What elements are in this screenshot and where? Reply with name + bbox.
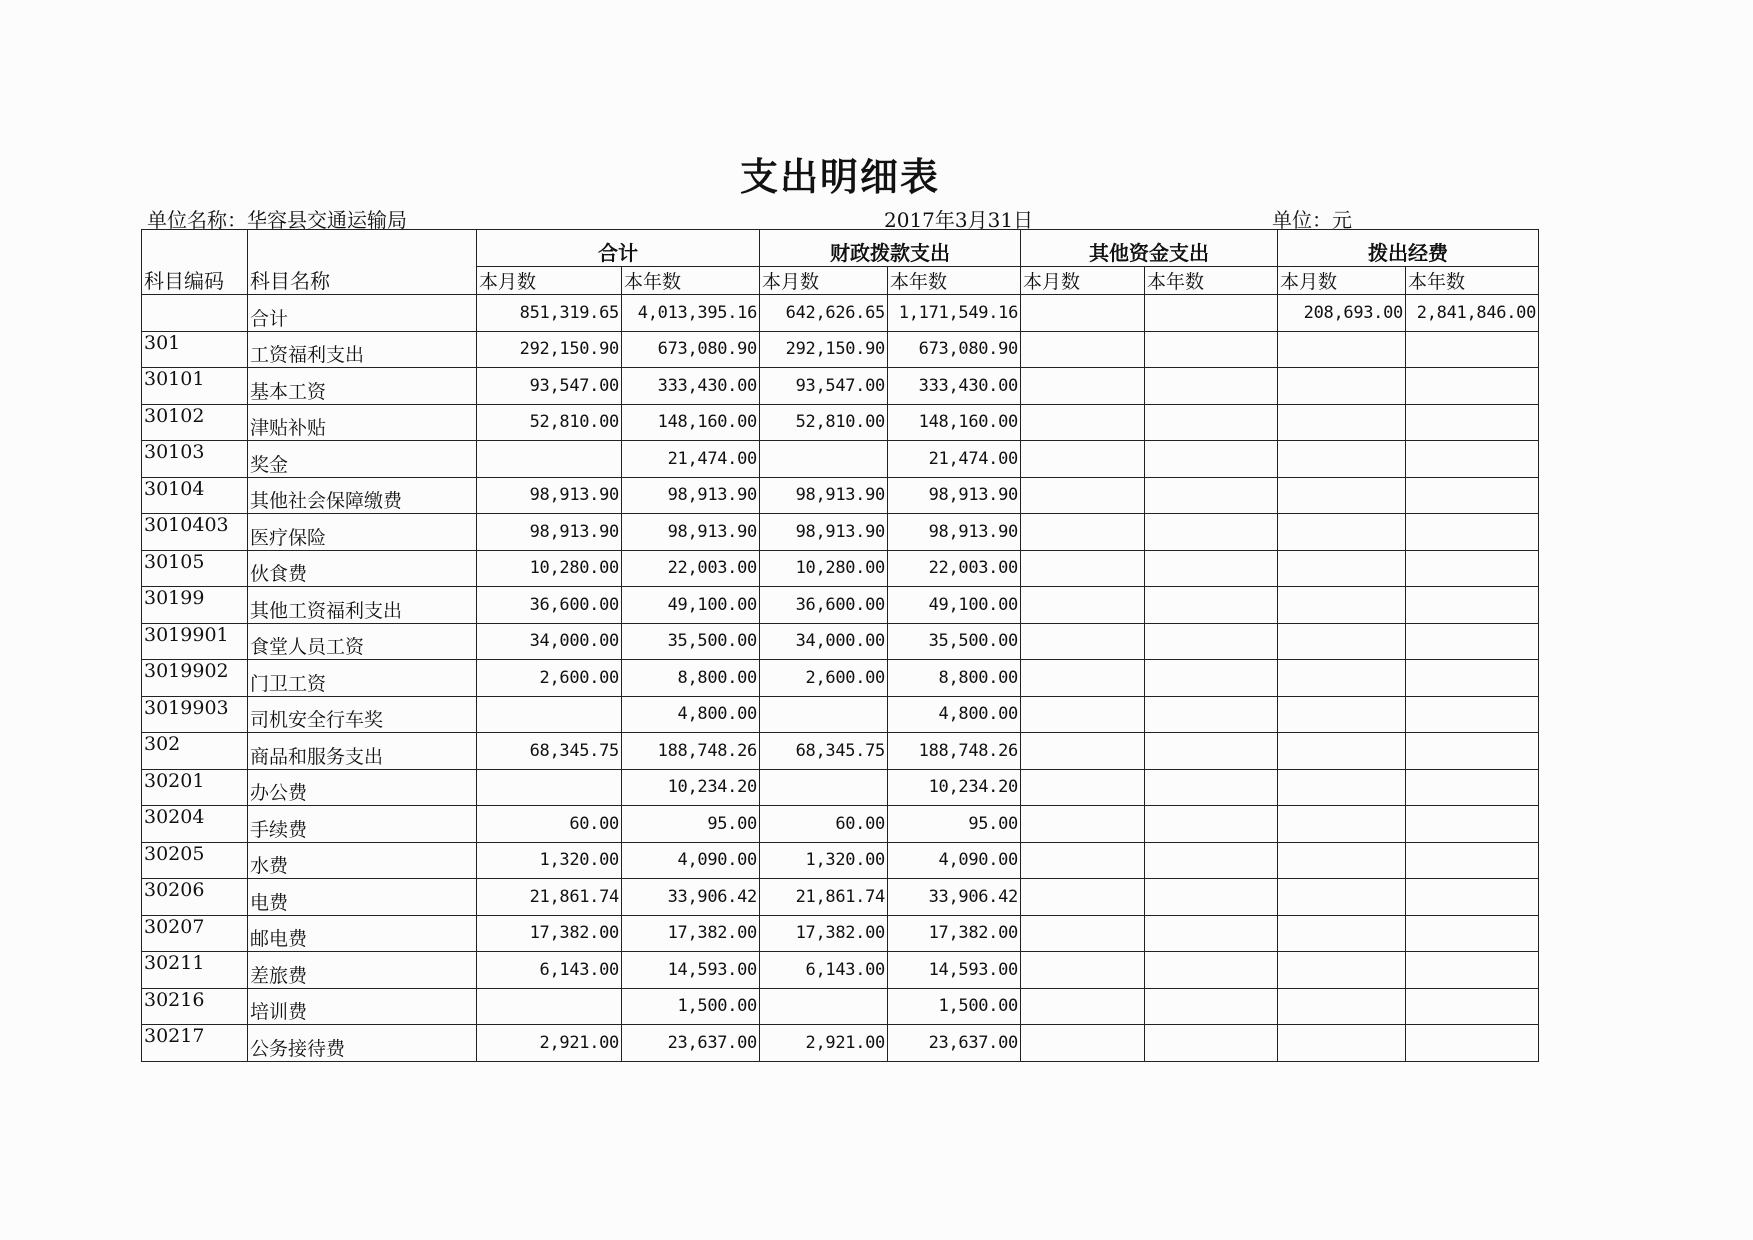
amount-cell: 4,090.00 <box>622 842 760 879</box>
subject-code-cell: 30205 <box>142 842 248 879</box>
header-group-allocated: 拨出经费 <box>1278 230 1539 267</box>
amount-cell <box>1021 623 1145 660</box>
currency-unit: 单位：元 <box>1272 208 1352 232</box>
amount-cell <box>1145 587 1278 624</box>
table-row <box>142 368 1539 405</box>
table-row <box>142 733 1539 770</box>
amount-cell: 333,430.00 <box>888 368 1021 405</box>
amount-cell <box>1406 441 1539 478</box>
amount-cell <box>1021 879 1145 916</box>
amount-cell: 52,810.00 <box>477 404 622 441</box>
amount-cell: 642,626.65 <box>760 295 888 332</box>
amount-cell <box>1406 806 1539 843</box>
amount-cell: 68,345.75 <box>760 733 888 770</box>
amount-cell: 98,913.90 <box>622 514 760 551</box>
amount-cell <box>760 769 888 806</box>
amount-cell: 34,000.00 <box>477 623 622 660</box>
amount-cell: 10,234.20 <box>622 769 760 806</box>
amount-cell <box>1406 769 1539 806</box>
header-year: 本年数 <box>1145 267 1278 295</box>
amount-cell <box>760 441 888 478</box>
amount-cell: 14,593.00 <box>622 952 760 989</box>
header-month: 本月数 <box>1021 267 1145 295</box>
amount-cell <box>1406 1025 1539 1062</box>
header-year: 本年数 <box>888 267 1021 295</box>
report-date: 2017年3月31日 <box>884 208 1034 232</box>
amount-cell: 2,600.00 <box>477 660 622 697</box>
amount-cell: 98,913.90 <box>477 514 622 551</box>
amount-cell: 2,600.00 <box>760 660 888 697</box>
amount-cell <box>1145 514 1278 551</box>
subject-code-cell: 301 <box>142 331 248 368</box>
amount-cell <box>1406 660 1539 697</box>
amount-cell <box>1145 404 1278 441</box>
amount-cell: 188,748.26 <box>622 733 760 770</box>
subject-name-cell: 手续费 <box>248 806 477 843</box>
amount-cell <box>1021 660 1145 697</box>
table-row <box>142 842 1539 879</box>
header-month: 本月数 <box>477 267 622 295</box>
header-group-fiscal: 财政拨款支出 <box>760 230 1021 267</box>
amount-cell: 8,800.00 <box>622 660 760 697</box>
amount-cell: 17,382.00 <box>622 915 760 952</box>
subject-code-cell: 3010403 <box>142 514 248 551</box>
header-year: 本年数 <box>622 267 760 295</box>
table-row <box>142 514 1539 551</box>
amount-cell: 21,861.74 <box>477 879 622 916</box>
amount-cell: 93,547.00 <box>477 368 622 405</box>
amount-cell: 21,474.00 <box>622 441 760 478</box>
amount-cell <box>760 988 888 1025</box>
amount-cell: 98,913.90 <box>477 477 622 514</box>
subject-name-cell: 公务接待费 <box>248 1025 477 1062</box>
amount-cell: 208,693.00 <box>1278 295 1406 332</box>
amount-cell <box>1406 587 1539 624</box>
table-row <box>142 623 1539 660</box>
table-row <box>142 441 1539 478</box>
subject-code-cell: 30102 <box>142 404 248 441</box>
subject-name-cell: 水费 <box>248 842 477 879</box>
amount-cell: 93,547.00 <box>760 368 888 405</box>
amount-cell: 36,600.00 <box>760 587 888 624</box>
table-row <box>142 879 1539 916</box>
amount-cell: 98,913.90 <box>622 477 760 514</box>
header-month: 本月数 <box>760 267 888 295</box>
amount-cell <box>1145 879 1278 916</box>
amount-cell <box>1278 331 1406 368</box>
amount-cell: 17,382.00 <box>477 915 622 952</box>
amount-cell <box>1406 368 1539 405</box>
amount-cell <box>1021 550 1145 587</box>
amount-cell <box>1278 623 1406 660</box>
subject-name-cell: 门卫工资 <box>248 660 477 697</box>
table-row <box>142 404 1539 441</box>
amount-cell: 2,921.00 <box>477 1025 622 1062</box>
amount-cell <box>1021 441 1145 478</box>
amount-cell: 21,861.74 <box>760 879 888 916</box>
subject-name-cell: 差旅费 <box>248 952 477 989</box>
amount-cell: 17,382.00 <box>888 915 1021 952</box>
amount-cell: 6,143.00 <box>760 952 888 989</box>
amount-cell <box>760 696 888 733</box>
amount-cell <box>1406 696 1539 733</box>
amount-cell <box>1406 404 1539 441</box>
amount-cell: 98,913.90 <box>760 477 888 514</box>
table-row <box>142 1025 1539 1062</box>
header-group-total: 合计 <box>477 230 760 267</box>
amount-cell <box>1278 514 1406 551</box>
amount-cell <box>1278 915 1406 952</box>
amount-cell <box>1145 550 1278 587</box>
amount-cell <box>477 441 622 478</box>
subject-code-cell: 3019902 <box>142 660 248 697</box>
subject-name-cell: 伙食费 <box>248 550 477 587</box>
amount-cell: 23,637.00 <box>888 1025 1021 1062</box>
amount-cell <box>1278 733 1406 770</box>
amount-cell <box>1406 331 1539 368</box>
subject-name-cell: 商品和服务支出 <box>248 733 477 770</box>
amount-cell: 851,319.65 <box>477 295 622 332</box>
amount-cell: 68,345.75 <box>477 733 622 770</box>
amount-cell <box>1406 514 1539 551</box>
subject-code-cell: 30105 <box>142 550 248 587</box>
amount-cell <box>1145 988 1278 1025</box>
subject-name-cell: 工资福利支出 <box>248 331 477 368</box>
subject-name-cell: 电费 <box>248 879 477 916</box>
amount-cell <box>1145 733 1278 770</box>
amount-cell: 292,150.90 <box>760 331 888 368</box>
amount-cell <box>1021 733 1145 770</box>
amount-cell: 2,921.00 <box>760 1025 888 1062</box>
subject-code-cell: 30201 <box>142 769 248 806</box>
amount-cell <box>1145 660 1278 697</box>
amount-cell: 1,320.00 <box>477 842 622 879</box>
amount-cell: 4,013,395.16 <box>622 295 760 332</box>
subject-code-cell: 3019901 <box>142 623 248 660</box>
amount-cell: 35,500.00 <box>888 623 1021 660</box>
amount-cell: 4,800.00 <box>622 696 760 733</box>
unit-name: 单位名称：华容县交通运输局 <box>147 208 407 232</box>
subject-name-cell: 培训费 <box>248 988 477 1025</box>
amount-cell: 673,080.90 <box>888 331 1021 368</box>
subject-name-cell: 邮电费 <box>248 915 477 952</box>
amount-cell <box>1145 368 1278 405</box>
amount-cell: 95.00 <box>622 806 760 843</box>
amount-cell <box>1021 952 1145 989</box>
amount-cell <box>1021 1025 1145 1062</box>
amount-cell: 60.00 <box>477 806 622 843</box>
amount-cell <box>1406 550 1539 587</box>
subject-name-cell: 合计 <box>248 295 477 332</box>
subject-code-cell: 30206 <box>142 879 248 916</box>
amount-cell: 21,474.00 <box>888 441 1021 478</box>
amount-cell: 14,593.00 <box>888 952 1021 989</box>
amount-cell <box>1021 331 1145 368</box>
amount-cell: 49,100.00 <box>622 587 760 624</box>
amount-cell: 22,003.00 <box>888 550 1021 587</box>
amount-cell <box>1406 477 1539 514</box>
amount-cell: 292,150.90 <box>477 331 622 368</box>
subject-code-cell: 30211 <box>142 952 248 989</box>
table-row <box>142 295 1539 332</box>
subject-name-cell: 奖金 <box>248 441 477 478</box>
subject-code-cell: 30207 <box>142 915 248 952</box>
amount-cell <box>1021 806 1145 843</box>
amount-cell <box>1145 331 1278 368</box>
amount-cell <box>477 696 622 733</box>
table-row <box>142 988 1539 1025</box>
amount-cell: 10,234.20 <box>888 769 1021 806</box>
table-row <box>142 915 1539 952</box>
amount-cell <box>1021 769 1145 806</box>
table-row <box>142 952 1539 989</box>
subject-code-cell: 30216 <box>142 988 248 1025</box>
amount-cell: 6,143.00 <box>477 952 622 989</box>
subject-name-cell: 医疗保险 <box>248 514 477 551</box>
subject-name-cell: 津贴补贴 <box>248 404 477 441</box>
header-month: 本月数 <box>1278 267 1406 295</box>
amount-cell <box>1145 952 1278 989</box>
amount-cell: 33,906.42 <box>888 879 1021 916</box>
table-row <box>142 696 1539 733</box>
amount-cell <box>1406 952 1539 989</box>
amount-cell <box>1278 441 1406 478</box>
amount-cell <box>1021 842 1145 879</box>
table-row <box>142 587 1539 624</box>
amount-cell <box>1278 1025 1406 1062</box>
amount-cell <box>1145 769 1278 806</box>
amount-cell: 95.00 <box>888 806 1021 843</box>
amount-cell: 33,906.42 <box>622 879 760 916</box>
table-row <box>142 806 1539 843</box>
amount-cell: 36,600.00 <box>477 587 622 624</box>
amount-cell <box>1406 988 1539 1025</box>
subject-code-cell: 30204 <box>142 806 248 843</box>
table-row <box>142 331 1539 368</box>
amount-cell: 148,160.00 <box>888 404 1021 441</box>
amount-cell <box>1021 915 1145 952</box>
amount-cell <box>1406 733 1539 770</box>
subject-name-cell: 办公费 <box>248 769 477 806</box>
amount-cell: 1,500.00 <box>622 988 760 1025</box>
amount-cell <box>1021 587 1145 624</box>
amount-cell <box>1278 806 1406 843</box>
amount-cell <box>1145 441 1278 478</box>
amount-cell: 52,810.00 <box>760 404 888 441</box>
table-row <box>142 477 1539 514</box>
subject-code-cell: 30103 <box>142 441 248 478</box>
document-title: 支出明细表 <box>739 154 940 199</box>
amount-cell <box>1406 879 1539 916</box>
amount-cell <box>1145 623 1278 660</box>
amount-cell: 10,280.00 <box>760 550 888 587</box>
subject-code-cell <box>142 295 248 332</box>
amount-cell <box>1278 660 1406 697</box>
amount-cell <box>1021 404 1145 441</box>
table-row <box>142 769 1539 806</box>
amount-cell <box>1145 915 1278 952</box>
subject-name-cell: 其他工资福利支出 <box>248 587 477 624</box>
subject-code-cell: 30101 <box>142 368 248 405</box>
subject-code-cell: 30199 <box>142 587 248 624</box>
amount-cell <box>1021 477 1145 514</box>
amount-cell: 1,320.00 <box>760 842 888 879</box>
amount-cell <box>1145 806 1278 843</box>
subject-name-cell: 食堂人员工资 <box>248 623 477 660</box>
header-year: 本年数 <box>1406 267 1539 295</box>
amount-cell: 333,430.00 <box>622 368 760 405</box>
amount-cell <box>477 988 622 1025</box>
amount-cell <box>1278 696 1406 733</box>
amount-cell: 98,913.90 <box>888 477 1021 514</box>
subject-name-cell: 基本工资 <box>248 368 477 405</box>
amount-cell: 98,913.90 <box>760 514 888 551</box>
header-subject-code: 科目编码 <box>142 230 248 295</box>
amount-cell: 4,090.00 <box>888 842 1021 879</box>
subject-code-cell: 3019903 <box>142 696 248 733</box>
amount-cell: 34,000.00 <box>760 623 888 660</box>
amount-cell: 148,160.00 <box>622 404 760 441</box>
amount-cell <box>1021 514 1145 551</box>
amount-cell <box>1021 988 1145 1025</box>
header-group-other: 其他资金支出 <box>1021 230 1278 267</box>
amount-cell <box>1021 295 1145 332</box>
amount-cell <box>1145 295 1278 332</box>
amount-cell <box>1278 988 1406 1025</box>
amount-cell <box>1278 769 1406 806</box>
amount-cell: 17,382.00 <box>760 915 888 952</box>
amount-cell <box>1406 842 1539 879</box>
amount-cell <box>1021 368 1145 405</box>
amount-cell: 60.00 <box>760 806 888 843</box>
amount-cell: 4,800.00 <box>888 696 1021 733</box>
expense-detail-table <box>141 229 1539 1062</box>
amount-cell: 1,500.00 <box>888 988 1021 1025</box>
amount-cell: 188,748.26 <box>888 733 1021 770</box>
amount-cell <box>1145 477 1278 514</box>
amount-cell <box>477 769 622 806</box>
header-subject-name: 科目名称 <box>248 230 477 295</box>
amount-cell <box>1278 879 1406 916</box>
amount-cell <box>1145 696 1278 733</box>
amount-cell: 10,280.00 <box>477 550 622 587</box>
amount-cell <box>1406 915 1539 952</box>
table-body <box>142 295 1539 1062</box>
amount-cell: 98,913.90 <box>888 514 1021 551</box>
amount-cell <box>1145 842 1278 879</box>
amount-cell: 1,171,549.16 <box>888 295 1021 332</box>
amount-cell <box>1278 587 1406 624</box>
amount-cell <box>1278 550 1406 587</box>
amount-cell: 673,080.90 <box>622 331 760 368</box>
amount-cell <box>1406 623 1539 660</box>
amount-cell: 2,841,846.00 <box>1406 295 1539 332</box>
subject-code-cell: 30104 <box>142 477 248 514</box>
amount-cell: 23,637.00 <box>622 1025 760 1062</box>
amount-cell <box>1278 368 1406 405</box>
subject-code-cell: 302 <box>142 733 248 770</box>
amount-cell <box>1278 952 1406 989</box>
amount-cell <box>1278 477 1406 514</box>
subject-code-cell: 30217 <box>142 1025 248 1062</box>
table-row <box>142 660 1539 697</box>
amount-cell <box>1278 404 1406 441</box>
table-row <box>142 550 1539 587</box>
amount-cell: 22,003.00 <box>622 550 760 587</box>
amount-cell <box>1278 842 1406 879</box>
subject-name-cell: 其他社会保障缴费 <box>248 477 477 514</box>
subject-name-cell: 司机安全行车奖 <box>248 696 477 733</box>
amount-cell: 8,800.00 <box>888 660 1021 697</box>
amount-cell <box>1021 696 1145 733</box>
amount-cell <box>1145 1025 1278 1062</box>
amount-cell: 35,500.00 <box>622 623 760 660</box>
amount-cell: 49,100.00 <box>888 587 1021 624</box>
